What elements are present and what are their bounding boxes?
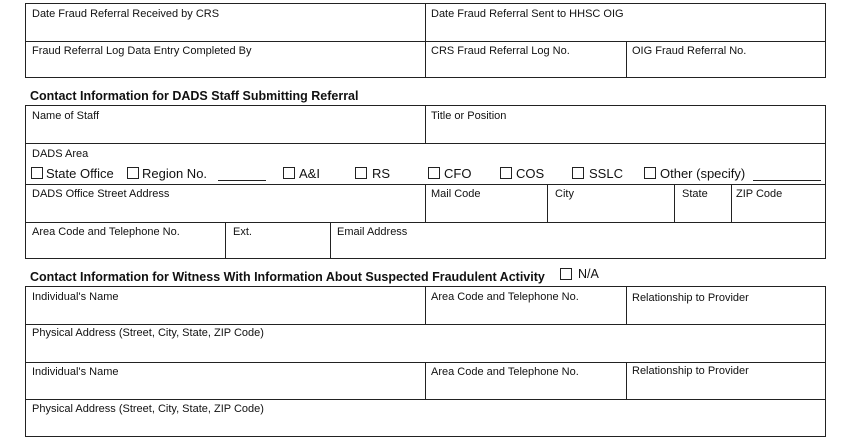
log-entry-field[interactable] bbox=[26, 42, 425, 78]
witness-section-heading: Contact Information for Witness With Information About Suspected Fraudulent Activity bbox=[30, 270, 545, 284]
sslc-checkbox[interactable] bbox=[572, 167, 584, 179]
witness1-phone-label: Area Code and Telephone No. bbox=[431, 291, 579, 303]
city-field[interactable] bbox=[548, 185, 674, 222]
street-address-label: DADS Office Street Address bbox=[32, 188, 170, 200]
zip-field[interactable] bbox=[732, 185, 826, 222]
sslc-label: SSLC bbox=[589, 166, 623, 181]
staff-name-label: Name of Staff bbox=[32, 110, 100, 122]
na-checkbox[interactable] bbox=[560, 268, 572, 280]
date-sent-field[interactable] bbox=[426, 4, 826, 41]
log-entry-label: Fraud Referral Log Data Entry Completed By bbox=[32, 45, 252, 57]
zip-label: ZIP Code bbox=[736, 188, 783, 200]
oig-no-field[interactable] bbox=[627, 42, 826, 78]
witness2-address-label: Physical Address (Street, City, State, ZIP Code) bbox=[32, 403, 264, 415]
cos-label: COS bbox=[516, 166, 545, 181]
staff-title-label: Title or Position bbox=[431, 110, 507, 122]
mail-code-label: Mail Code bbox=[431, 188, 481, 200]
witness2-relationship-field[interactable] bbox=[627, 363, 826, 399]
cfo-label: CFO bbox=[444, 166, 472, 181]
street-address-field[interactable] bbox=[26, 185, 425, 222]
witness1-relationship-label: Relationship to Provider bbox=[632, 292, 749, 304]
na-label: N/A bbox=[578, 267, 599, 281]
witness2-name-label: Individual's Name bbox=[32, 366, 119, 378]
staff-title-field[interactable] bbox=[426, 106, 826, 143]
cfo-checkbox[interactable] bbox=[428, 167, 440, 179]
ai-label: A&I bbox=[299, 166, 320, 181]
email-label: Email Address bbox=[337, 226, 408, 238]
mail-code-field[interactable] bbox=[426, 185, 547, 222]
witness1-address-label: Physical Address (Street, City, State, ZIP Code) bbox=[32, 327, 264, 339]
email-field[interactable] bbox=[331, 223, 826, 258]
region-number-blank[interactable] bbox=[218, 180, 266, 181]
witness2-name-field[interactable] bbox=[26, 363, 425, 399]
region-checkbox[interactable] bbox=[127, 167, 139, 179]
staff-section-heading: Contact Information for DADS Staff Submitting Referral bbox=[30, 89, 359, 103]
state-label: State bbox=[682, 188, 708, 200]
witness1-phone-field[interactable] bbox=[426, 287, 626, 324]
divider bbox=[26, 143, 825, 144]
ai-checkbox[interactable] bbox=[283, 167, 295, 179]
date-sent-label: Date Fraud Referral Sent to HHSC OIG bbox=[431, 8, 624, 20]
witness2-relationship-label: Relationship to Provider bbox=[632, 365, 749, 377]
ext-label: Ext. bbox=[233, 226, 252, 238]
crs-log-no-field[interactable] bbox=[426, 42, 626, 78]
region-label: Region No. bbox=[142, 166, 208, 181]
witness2-address-field[interactable] bbox=[26, 400, 826, 436]
oig-no-label: OIG Fraud Referral No. bbox=[632, 45, 747, 57]
staff-name-field[interactable] bbox=[26, 106, 425, 143]
witness1-name-label: Individual's Name bbox=[32, 291, 119, 303]
state-field[interactable] bbox=[675, 185, 731, 222]
cos-checkbox[interactable] bbox=[500, 167, 512, 179]
crs-log-no-label: CRS Fraud Referral Log No. bbox=[431, 45, 570, 57]
witness-info-box bbox=[25, 286, 826, 437]
other-specify-blank[interactable] bbox=[753, 180, 821, 181]
other-checkbox[interactable] bbox=[644, 167, 656, 179]
witness1-relationship-field[interactable] bbox=[627, 287, 826, 324]
rs-checkbox[interactable] bbox=[355, 167, 367, 179]
date-received-label: Date Fraud Referral Received by CRS bbox=[32, 8, 220, 20]
ext-field[interactable] bbox=[226, 223, 330, 258]
witness2-phone-field[interactable] bbox=[426, 363, 626, 399]
date-received-field[interactable] bbox=[26, 4, 425, 41]
staff-phone-field[interactable] bbox=[26, 223, 225, 258]
city-label: City bbox=[555, 188, 574, 200]
staff-info-box bbox=[25, 105, 826, 259]
dads-area-label: DADS Area bbox=[32, 148, 89, 160]
referral-tracking-box bbox=[25, 3, 826, 78]
other-label: Other (specify) bbox=[660, 166, 746, 181]
witness1-name-field[interactable] bbox=[26, 287, 425, 324]
state-office-checkbox[interactable] bbox=[31, 167, 43, 179]
witness1-address-field[interactable] bbox=[26, 325, 826, 362]
staff-phone-label: Area Code and Telephone No. bbox=[32, 226, 180, 238]
rs-label: RS bbox=[372, 166, 391, 181]
witness2-phone-label: Area Code and Telephone No. bbox=[431, 366, 579, 378]
state-office-label: State Office bbox=[46, 166, 114, 181]
